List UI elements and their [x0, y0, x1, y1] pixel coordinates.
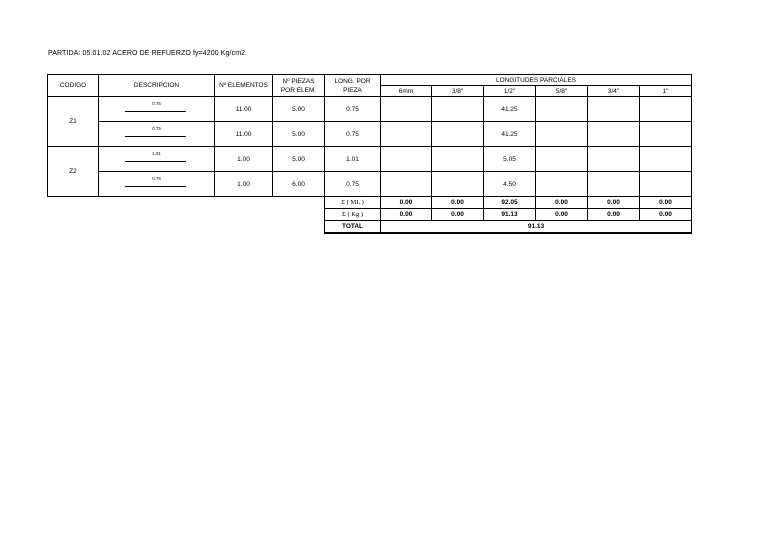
sum-kg-value: 0.00 [588, 209, 640, 221]
total-row [48, 221, 692, 233]
elementos-cell: 1.00 [215, 147, 273, 172]
piezas-cell: 5.00 [273, 97, 325, 122]
sum-ml-label: Σ ( ML ) [325, 197, 381, 209]
bar-sketch-line [125, 186, 186, 187]
table-row [48, 97, 692, 122]
sum-ml-row [48, 197, 692, 209]
header-long-line2: PIEZA [343, 86, 362, 94]
header-long-line1: LONG. POR [334, 77, 371, 85]
long-cell: 0.75 [325, 172, 381, 197]
table-row [48, 122, 692, 147]
header-long [325, 75, 381, 97]
parcial-cell [432, 147, 484, 172]
document-title: PARTIDA: 05.01.02 ACERO DE REFUERZO fy=4200 Kg/cm2 [48, 50, 246, 57]
header-piezas-line2: POR ELEM. [280, 86, 317, 94]
bar-sketch-line [125, 136, 186, 137]
piezas-cell: 5.00 [273, 122, 325, 147]
sum-ml-value: 0.00 [640, 197, 692, 209]
total-value: 91.13 [381, 221, 692, 233]
sum-ml-value: 0.00 [588, 197, 640, 209]
parcial-cell: 41.25 [484, 122, 536, 147]
sum-kg-value: 0.00 [640, 209, 692, 221]
parcial-cell [536, 172, 588, 197]
header-diameter: 5/8" [536, 86, 588, 97]
long-cell: 0.75 [325, 97, 381, 122]
parcial-cell [640, 97, 692, 122]
header-diameter: 3/8" [432, 86, 484, 97]
parcial-cell [588, 147, 640, 172]
parcial-cell [536, 122, 588, 147]
parcial-cell [381, 122, 432, 147]
header-diameter: 1" [640, 86, 692, 97]
parcial-cell [381, 172, 432, 197]
parcial-cell [432, 172, 484, 197]
parcial-cell: 5.05 [484, 147, 536, 172]
parcial-cell [588, 172, 640, 197]
bar-sketch-line [125, 111, 186, 112]
parcial-cell: 4.50 [484, 172, 536, 197]
group-code: Z2 [48, 147, 99, 197]
description-sketch [99, 97, 215, 122]
elementos-cell: 11.00 [215, 122, 273, 147]
total-label: TOTAL [325, 221, 381, 233]
sum-kg-row [48, 209, 692, 221]
header-descripcion: DESCRIPCION [99, 75, 215, 97]
parcial-cell [640, 147, 692, 172]
description-sketch [99, 172, 215, 197]
sum-kg-value: 91.13 [484, 209, 536, 221]
group-code: Z1 [48, 97, 99, 147]
piezas-cell: 6.00 [273, 172, 325, 197]
long-cell: 0.75 [325, 122, 381, 147]
sum-ml-value: 0.00 [536, 197, 588, 209]
sum-ml-value: 0.00 [432, 197, 484, 209]
header-diameter: 1/2" [484, 86, 536, 97]
table-row [48, 147, 692, 172]
parcial-cell [381, 97, 432, 122]
sketch-dimension: 0.75 [152, 176, 161, 181]
parcial-cell [640, 172, 692, 197]
parcial-cell [536, 147, 588, 172]
description-sketch [99, 147, 215, 172]
parcial-cell [588, 122, 640, 147]
sum-kg-value: 0.00 [432, 209, 484, 221]
parcial-cell [381, 147, 432, 172]
sketch-dimension: 1.01 [152, 151, 161, 156]
elementos-cell: 11.00 [215, 97, 273, 122]
sketch-dimension: 0.75 [152, 101, 161, 106]
description-sketch [99, 122, 215, 147]
header-longitudes-parciales: LONGITUDES PARCIALES [381, 75, 692, 86]
parcial-cell [536, 97, 588, 122]
piezas-cell: 5.00 [273, 147, 325, 172]
table-row [48, 172, 692, 197]
parcial-cell [432, 97, 484, 122]
sum-kg-value: 0.00 [536, 209, 588, 221]
header-diameter: 3/4" [588, 86, 640, 97]
header-piezas [273, 75, 325, 97]
parcial-cell: 41.25 [484, 97, 536, 122]
steel-reinforcement-table [47, 74, 692, 234]
elementos-cell: 1.00 [215, 172, 273, 197]
parcial-cell [432, 122, 484, 147]
sum-kg-value: 0.00 [381, 209, 432, 221]
parcial-cell [640, 122, 692, 147]
header-piezas-line1: Nº PIEZAS [282, 77, 315, 85]
header-codigo: CODIGO [48, 75, 99, 97]
sketch-dimension: 0.75 [152, 126, 161, 131]
sum-ml-value: 0.00 [381, 197, 432, 209]
sum-ml-value: 92.05 [484, 197, 536, 209]
parcial-cell [588, 97, 640, 122]
header-elementos: Nº ELEMENTOS [215, 75, 273, 97]
long-cell: 1.01 [325, 147, 381, 172]
sum-kg-label: Σ ( Kg ) [325, 209, 381, 221]
bar-sketch-line [125, 161, 186, 162]
header-diameter: 6mm [381, 86, 432, 97]
